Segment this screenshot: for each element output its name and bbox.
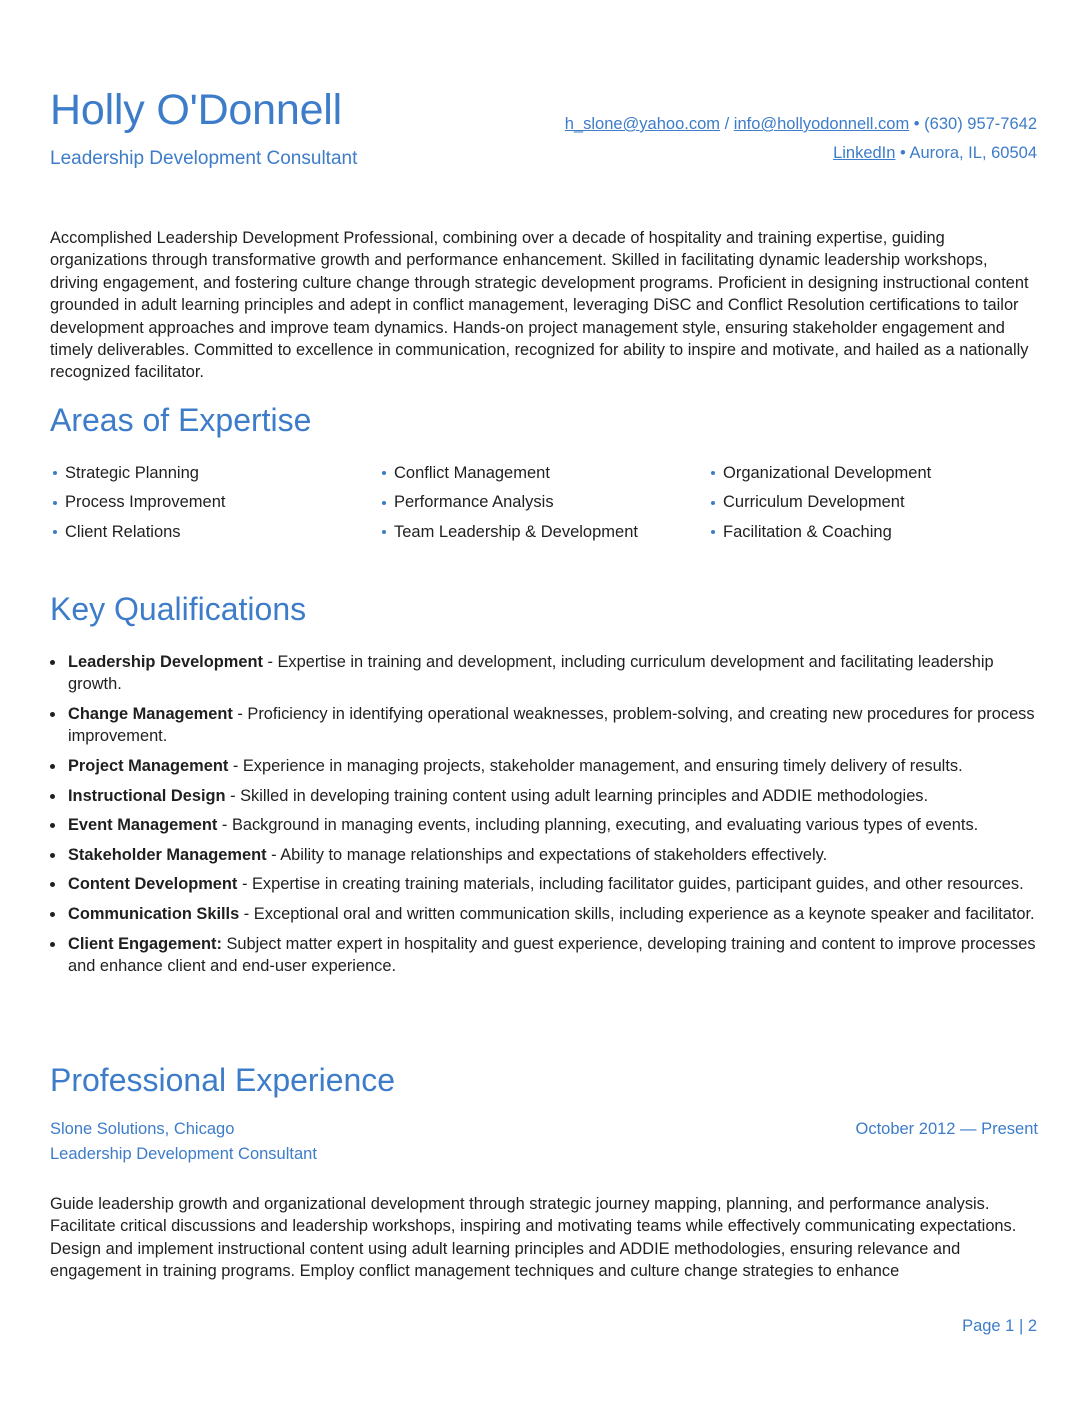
personal-email-link[interactable]: h_slone@yahoo.com <box>564 115 721 133</box>
linkedin-link[interactable]: LinkedIn <box>833 144 896 162</box>
expertise-heading: Areas of Expertise <box>50 402 312 438</box>
expertise-grid <box>50 462 1038 543</box>
candidate-role: Leadership Development Consultant <box>50 148 358 169</box>
expertise-item: Client Relations <box>50 521 379 543</box>
work-email-link[interactable]: info@hollyodonnell.com <box>733 115 910 133</box>
qualifications-heading: Key Qualifications <box>50 591 307 627</box>
qualification-item: Content Development - Expertise in creating training materials, including facilitator guides, participant guides, and other resources. <box>50 873 1038 895</box>
expertise-item: Process Improvement <box>50 492 379 514</box>
qualifications-list <box>50 651 1038 985</box>
location: • Aurora, IL, 60504 <box>895 144 1037 162</box>
qualification-item: Leadership Development - Expertise in training and development, including curriculum development and facilitating leadership growth. <box>50 651 1038 696</box>
bullet-icon <box>50 764 55 769</box>
bullet-icon <box>53 501 57 505</box>
qualification-item: Communication Skills - Exceptional oral and written communication skills, including experience as a keynote speaker and facilitator. <box>50 903 1038 925</box>
email-separator: / <box>720 115 734 133</box>
bullet-icon <box>50 912 55 917</box>
qualification-item: Client Engagement: Subject matter expert in hospitality and guest experience, developing training and content to improve processes and enhance client and end-user experience. <box>50 933 1038 978</box>
bullet-icon <box>711 530 715 534</box>
contact-line-2 <box>833 144 1037 163</box>
job-position-row <box>50 1145 1038 1164</box>
qualification-item: Stakeholder Management - Ability to manage relationships and expectations of stakeholders effectively. <box>50 844 1038 866</box>
qualification-item: Event Management - Background in managing events, including planning, executing, and evaluating various types of events. <box>50 814 1038 836</box>
job-dates: October 2012 — Present <box>855 1120 1038 1138</box>
bullet-icon <box>382 501 386 505</box>
page-number: Page 1 | 2 <box>962 1317 1037 1335</box>
expertise-item: Conflict Management <box>379 462 708 484</box>
bullet-icon <box>382 471 386 475</box>
job-header <box>50 1120 1038 1139</box>
expertise-item: Curriculum Development <box>708 492 1038 514</box>
contact-line-1 <box>565 115 1037 134</box>
bullet-icon <box>711 501 715 505</box>
qualification-item: Change Management - Proficiency in identifying operational weaknesses, problem-solving, and creating new procedures for process improvement. <box>50 703 1038 748</box>
expertise-item: Performance Analysis <box>379 492 708 514</box>
bullet-icon <box>50 823 55 828</box>
bullet-icon <box>50 794 55 799</box>
bullet-icon <box>50 853 55 858</box>
bullet-icon <box>50 660 55 665</box>
expertise-item: Organizational Development <box>708 462 1038 484</box>
qualification-item: Project Management - Experience in managing projects, stakeholder management, and ensuring timely delivery of results. <box>50 755 1038 777</box>
qualification-item: Instructional Design - Skilled in developing training content using adult learning principles and ADDIE methodologies. <box>50 785 1038 807</box>
phone-number: • (630) 957-7642 <box>909 115 1037 133</box>
bullet-icon <box>382 530 386 534</box>
job-company: Slone Solutions, Chicago <box>50 1120 235 1138</box>
expertise-item: Strategic Planning <box>50 462 379 484</box>
bullet-icon <box>50 942 55 947</box>
expertise-item: Team Leadership & Development <box>379 521 708 543</box>
candidate-name: Holly O'Donnell <box>50 86 342 134</box>
bullet-icon <box>53 471 57 475</box>
expertise-item: Facilitation & Coaching <box>708 521 1038 543</box>
bullet-icon <box>50 712 55 717</box>
bullet-icon <box>50 882 55 887</box>
job-position: Leadership Development Consultant <box>50 1145 317 1163</box>
professional-summary: Accomplished Leadership Development Professional, combining over a decade of hospitality and training expertise, guiding organizations through transformative growth and performance enhancement. Skilled in facilitating dynamic leadership workshops, driving engagement, and fostering culture change through strategic development programs. Proficient in designing instructional content grounded in adult learning principles and adept in conflict management, leveraging DiSC and Conflict Resolution certifications to tailor development approaches and improve team dynamics. Hands-on project management style, ensuring stakeholder engagement and timely deliverables. Committed to excellence in communication, recognized for ability to inspire and motivate, and hailed as a nationally recognized facilitator. <box>50 229 1029 382</box>
job-description: Guide leadership growth and organizational development through strategic journey mapping, planning, and performance analysis. Facilitate critical discussions and leadership workshops, inspiring and motivating teams while effectively communicating expectations. Design and implement instructional content using adult learning principles and ADDIE methodologies, ensuring relevance and engagement in training programs. Employ conflict management techniques and culture change strategies to enhance <box>50 1195 1017 1281</box>
bullet-icon <box>711 471 715 475</box>
bullet-icon <box>53 530 57 534</box>
experience-heading: Professional Experience <box>50 1062 396 1098</box>
